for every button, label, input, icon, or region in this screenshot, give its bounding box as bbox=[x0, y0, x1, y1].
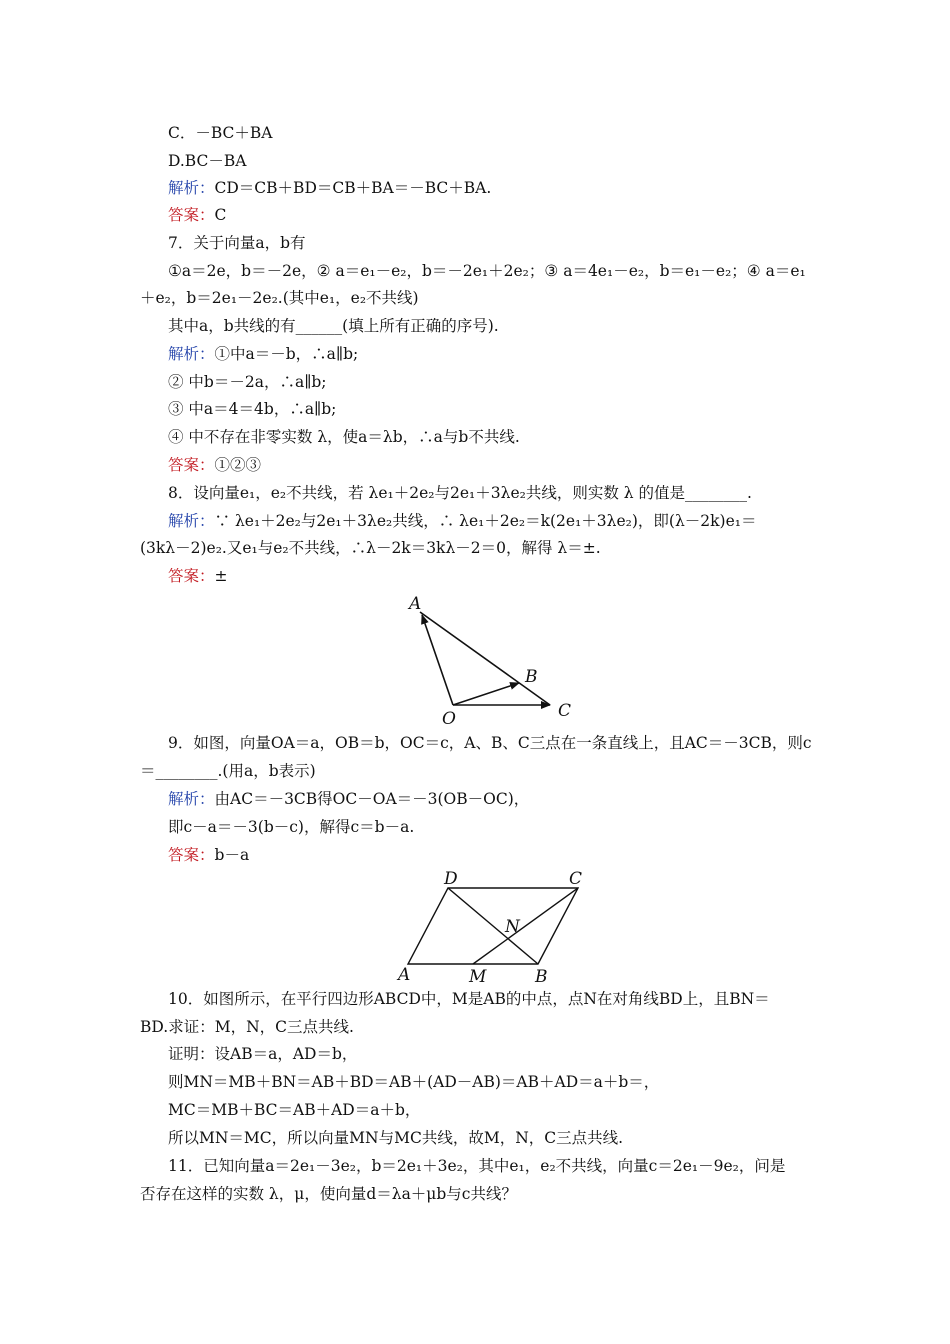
answer-line: 答案：± bbox=[168, 567, 228, 585]
proof-line: 证明：设AB＝a，AD＝b， bbox=[168, 1045, 358, 1063]
parallelogram-figure bbox=[392, 868, 592, 986]
label-c: C bbox=[569, 869, 583, 889]
analysis-line: 解析：∵ λe₁＋2e₂与2e₁＋3λe₂共线，∴ λe₁＋2e₂＝k(2e₁＋3λe₂)，即(λ－2k)e₁＝ bbox=[168, 512, 757, 530]
analysis-line: ③ 中a＝4＝4b，∴a∥b; bbox=[168, 400, 337, 418]
label-n: N bbox=[505, 917, 520, 937]
analysis-line: 解析：CD＝CB＋BD＝CB＋BA＝－BC＋BA. bbox=[168, 179, 492, 197]
answer-line: 答案：C bbox=[168, 206, 227, 224]
vector-oa bbox=[422, 615, 453, 705]
answer-line: 答案：①②③ bbox=[168, 456, 262, 474]
label-a: A bbox=[398, 965, 411, 985]
analysis-line: 解析：①中a＝－b，∴a∥b; bbox=[168, 345, 359, 363]
analysis-line: (3kλ－2)e₂.又e₁与e₂不共线，∴λ－2k＝3kλ－2＝0，解得 λ＝±. bbox=[140, 539, 601, 557]
label-b: B bbox=[535, 967, 548, 986]
question-7-line: 其中a，b共线的有______(填上所有正确的序号). bbox=[168, 317, 499, 335]
question-7-line: ①a＝2e，b＝－2e，② a＝e₁－e₂，b＝－2e₁＋2e₂；③ a＝4e₁－e₂，b＝e₁－e₂；④ a＝e₁ bbox=[168, 262, 806, 280]
vector-ob bbox=[453, 683, 519, 705]
question-7: 7．关于向量a，b有 bbox=[168, 234, 306, 252]
label-o: O bbox=[442, 709, 456, 727]
question-11: 11．已知向量a＝2e₁－3e₂，b＝2e₁＋3e₂，其中e₁，e₂不共线，向量c＝2e₁－9e₂，问是 bbox=[168, 1157, 786, 1175]
answer-line: 答案：b－a bbox=[168, 846, 250, 864]
proof-line: 则MN＝MB＋BN＝AB＋BD＝AB＋(AD－AB)＝AB＋AD＝a＋b＝， bbox=[168, 1073, 660, 1091]
question-8: 8．设向量e₁，e₂不共线，若 λe₁＋2e₂与2e₁＋3λe₂共线，则实数 λ 的值是________. bbox=[168, 484, 752, 502]
label-a: A bbox=[409, 594, 422, 614]
analysis-line: ④ 中不存在非零实数 λ，使a＝λb，∴a与b不共线. bbox=[168, 428, 520, 446]
label-m: M bbox=[469, 967, 487, 986]
question-7-line: ＋e₂，b＝2e₁－2e₂.(其中e₁，e₂不共线) bbox=[140, 289, 419, 307]
proof-line: MC＝MB＋BC＝AB＋AD＝a＋b， bbox=[168, 1101, 421, 1119]
question-11-line: 否存在这样的实数 λ，μ，使向量d＝λa＋μb与c共线？ bbox=[140, 1185, 517, 1203]
analysis-line: 解析：由AC＝－3CB得OC－OA＝－3(OB－OC)， bbox=[168, 790, 530, 808]
question-10: 10．如图所示，在平行四边形ABCD中，M是AB的中点，点N在对角线BD上，且BN＝ bbox=[168, 990, 770, 1008]
vector-triangle-figure bbox=[400, 592, 590, 727]
analysis-line: 即c－a＝－3(b－c)，解得c＝b－a. bbox=[168, 818, 415, 836]
question-9: 9．如图，向量OA＝a，OB＝b，OC＝c，A、B、C三点在一条直线上，且AC＝－3CB，则c bbox=[168, 734, 812, 752]
analysis-line: ② 中b＝－2a，∴a∥b; bbox=[168, 373, 327, 391]
label-d: D bbox=[444, 869, 458, 889]
label-b: B bbox=[525, 667, 538, 687]
segment-ac bbox=[420, 612, 550, 705]
option-c: C．－BC＋BA bbox=[168, 124, 273, 142]
question-9-line: ＝________.(用a，b表示) bbox=[140, 762, 316, 780]
option-d: D.BC－BA bbox=[168, 152, 247, 170]
label-c: C bbox=[558, 701, 572, 721]
proof-line: 所以MN＝MC，所以向量MN与MC共线，故M，N，C三点共线. bbox=[168, 1129, 624, 1147]
question-10-line: BD.求证：M，N，C三点共线. bbox=[140, 1018, 354, 1036]
